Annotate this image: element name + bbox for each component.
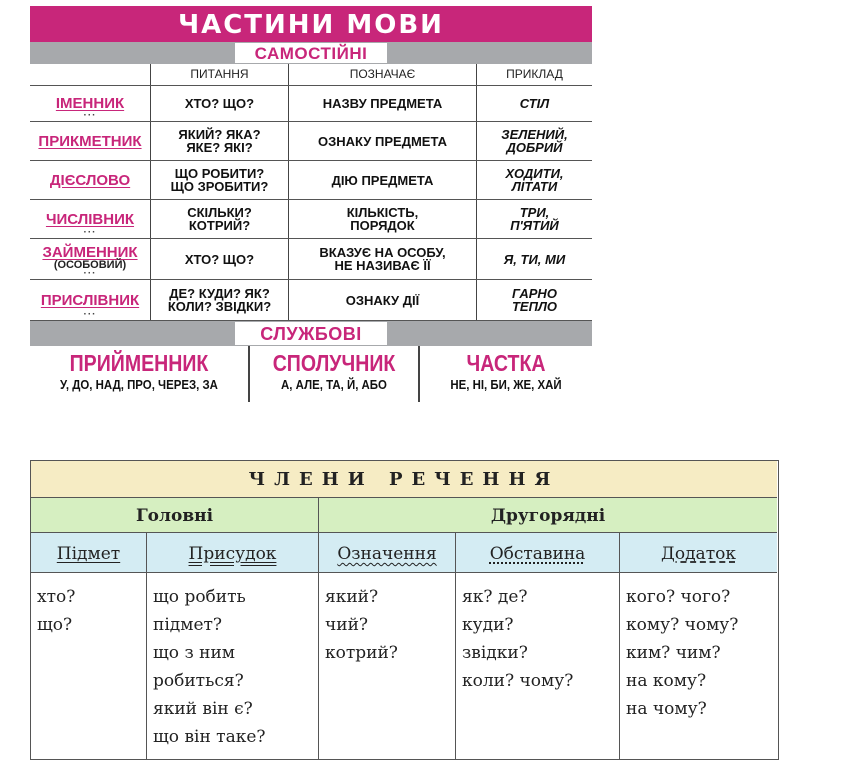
auxiliary-preposition — [30, 346, 248, 402]
table-title: ЧЛЕНИ РЕЧЕННЯ — [31, 461, 777, 498]
question-item: що робить — [153, 587, 246, 607]
question-item: звідки? — [462, 643, 528, 663]
auxiliary-label: СЛУЖБОВІ — [235, 322, 387, 345]
pos-row — [30, 200, 592, 239]
dots-decoration: ··· — [83, 110, 97, 121]
auxiliary-examples: А, АЛЕ, ТА, Й, АБО — [281, 377, 387, 392]
header-cell: ПРИКЛАД — [476, 64, 592, 85]
question-item: кому? чому? — [626, 615, 739, 635]
dots-decoration: ··· — [83, 268, 97, 279]
question-item: чий? — [325, 615, 369, 635]
auxiliary-band — [30, 321, 592, 346]
auxiliary-particle — [418, 346, 592, 402]
question-item: підмет? — [153, 615, 223, 635]
question-item: на кому? — [626, 671, 707, 691]
member-attribute: Означення — [318, 533, 455, 573]
question-item: який? — [325, 587, 379, 607]
question-item: на чому? — [626, 699, 707, 719]
question-item: куди? — [462, 615, 514, 635]
pos-example: Я, ТИ, МИ — [476, 239, 592, 279]
pos-example: ТРИ, П'ЯТИЙ — [476, 200, 592, 238]
pos-meaning: ОЗНАКУ ДІЇ — [288, 280, 476, 320]
member-subject: Підмет — [56, 544, 121, 564]
dots-decoration: ··· — [83, 309, 97, 320]
question-item: що він таке? — [153, 727, 266, 747]
auxiliary-name: ПРИЙМЕННИК — [69, 350, 209, 376]
pos-name: ЗАЙМЕННИК — [42, 244, 138, 261]
header-cell — [30, 64, 150, 85]
pos-name-cell — [30, 280, 150, 320]
pos-question: ХТО? ЩО? — [150, 239, 288, 279]
independent-band — [30, 42, 592, 64]
auxiliary-name: СПОЛУЧНИК — [272, 350, 396, 376]
question-item: що з ним — [153, 643, 236, 663]
pos-row — [30, 239, 592, 280]
member-adverbial: Обставина — [455, 533, 619, 573]
member-predicate: Присудок — [146, 533, 318, 573]
pos-example: СТІЛ — [476, 86, 592, 121]
auxiliary-examples: У, ДО, НАД, ПРО, ЧЕРЕЗ, ЗА — [60, 377, 218, 392]
questions-row — [31, 573, 777, 759]
pos-meaning: ДІЮ ПРЕДМЕТА — [288, 161, 476, 199]
pos-name: ЧИСЛІВНИК — [45, 210, 135, 228]
pos-meaning: КІЛЬКІСТЬ, ПОРЯДОК — [288, 200, 476, 238]
groups-row — [31, 498, 777, 533]
poster-title: ЧАСТИНИ МОВИ — [30, 6, 592, 42]
dots-decoration: ··· — [83, 227, 97, 238]
pos-example: ГАРНО ТЕПЛО — [476, 280, 592, 320]
object-questions — [619, 573, 777, 759]
pos-row — [30, 86, 592, 122]
header-row — [30, 64, 592, 86]
sentence-members-table — [30, 460, 779, 760]
pos-name-cell — [30, 122, 150, 160]
pos-name-cell — [30, 86, 150, 121]
pos-meaning: ВКАЗУЄ НА ОСОБУ, НЕ НАЗИВАЄ ЇЇ — [288, 239, 476, 279]
pos-example: ЗЕЛЕНИЙ, ДОБРИЙ — [476, 122, 592, 160]
header-cell: ПОЗНАЧАЄ — [288, 64, 476, 85]
pos-example: ХОДИТИ, ЛІТАТИ — [476, 161, 592, 199]
attribute-questions — [318, 573, 455, 759]
pos-name-cell — [30, 161, 150, 199]
pos-name-cell — [30, 200, 150, 238]
pos-question: СКІЛЬКИ? КОТРИЙ? — [150, 200, 288, 238]
auxiliary-conjunction — [248, 346, 418, 402]
pos-name-cell — [30, 239, 150, 279]
header-cell: ПИТАННЯ — [150, 64, 288, 85]
pos-subname: (ОСОБОВИЙ) — [53, 259, 127, 271]
predicate-questions — [146, 573, 318, 759]
pos-meaning: НАЗВУ ПРЕДМЕТА — [288, 86, 476, 121]
question-item: кого? чого? — [626, 587, 731, 607]
question-item: що? — [37, 615, 73, 635]
question-item: хто? — [37, 587, 76, 607]
question-item: ким? чим? — [626, 643, 721, 663]
pos-name: ДІЄСЛОВО — [49, 171, 131, 189]
question-item: як? де? — [462, 587, 528, 607]
pos-row — [30, 161, 592, 200]
adverbial-questions — [455, 573, 619, 759]
auxiliary-name: ЧАСТКА — [466, 350, 546, 376]
question-item: коли? чому? — [462, 671, 574, 691]
pos-question: ДЕ? КУДИ? ЯК? КОЛИ? ЗВІДКИ? — [150, 280, 288, 320]
group-secondary: Другорядні — [318, 498, 777, 533]
pos-row — [30, 280, 592, 321]
pos-name: ПРИСЛІВНИК — [40, 291, 140, 309]
pos-meaning: ОЗНАКУ ПРЕДМЕТА — [288, 122, 476, 160]
pos-name: ПРИКМЕТНИК — [38, 132, 142, 150]
parts-of-speech-poster — [30, 6, 592, 402]
members-row — [31, 533, 777, 573]
member-object: Додаток — [619, 533, 777, 573]
pos-row — [30, 122, 592, 161]
subject-questions — [31, 573, 146, 759]
question-item: котрий? — [325, 643, 398, 663]
auxiliary-examples: НЕ, НІ, БИ, ЖЕ, ХАЙ — [450, 377, 562, 392]
independent-label: САМОСТІЙНІ — [235, 43, 387, 63]
pos-question: ЩО РОБИТИ? ЩО ЗРОБИТИ? — [150, 161, 288, 199]
pos-name: ІМЕННИК — [55, 95, 125, 112]
pos-question: ХТО? ЩО? — [150, 86, 288, 121]
question-item: який він є? — [153, 699, 253, 719]
question-item: робиться? — [153, 671, 244, 691]
group-main: Головні — [135, 506, 214, 526]
pos-question: ЯКИЙ? ЯКА? ЯКЕ? ЯКІ? — [150, 122, 288, 160]
